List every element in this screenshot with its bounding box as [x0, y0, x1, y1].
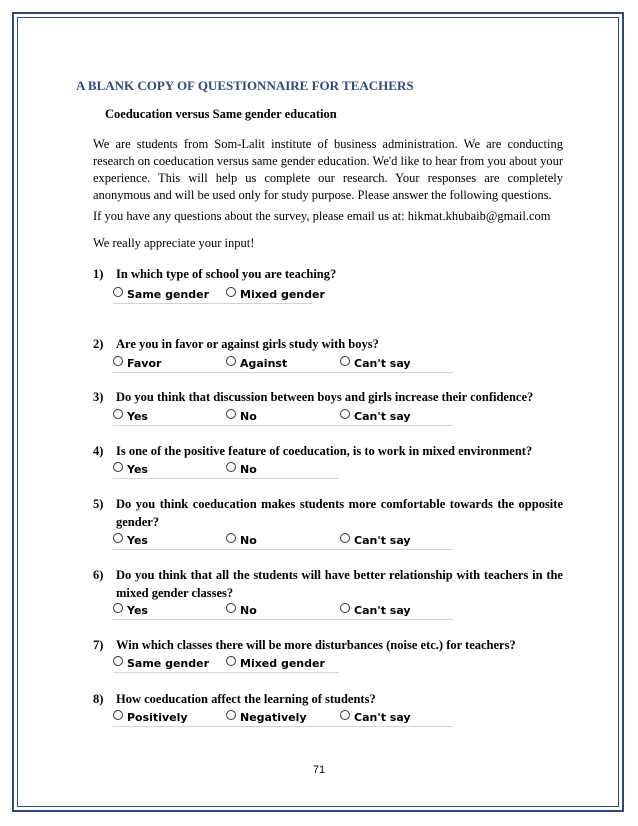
radio-circle-icon[interactable]: [113, 533, 123, 543]
radio-circle-icon[interactable]: [340, 533, 350, 543]
question-text: Are you in favor or against girls study with boys?: [116, 337, 379, 351]
question-text: Do you think that discussion between boys and girls increase their confidence?: [116, 390, 534, 404]
options-question-2: [113, 356, 453, 373]
question-4: [93, 442, 563, 460]
options-question-7: [113, 656, 339, 673]
radio-circle-icon[interactable]: [340, 710, 350, 720]
radio-circle-icon[interactable]: [340, 409, 350, 419]
radio-option[interactable]: Can't say: [340, 533, 411, 547]
radio-circle-icon[interactable]: [113, 287, 123, 297]
intro-paragraph: We are students from Som-Lalit institute of business administration. We are conducting research on coeducation versus same gender education. We'd like to hear from you about your experience. This will help us complete our research. Your responses are completely anonymous and will be used only for study purpose. Please answer the following questions.: [93, 137, 563, 202]
radio-option[interactable]: Can't say: [340, 409, 411, 423]
question-5: [93, 495, 563, 531]
question-text: Is one of the positive feature of coeducation, is to work in mixed environment?: [116, 444, 533, 458]
radio-option[interactable]: Yes: [113, 462, 148, 476]
question-2: [93, 335, 563, 353]
radio-option[interactable]: No: [226, 462, 257, 476]
radio-circle-icon[interactable]: [113, 356, 123, 366]
question-text: In which type of school you are teaching?: [116, 267, 337, 281]
question-number: 1): [93, 267, 104, 281]
question-text: How coeducation affect the learning of students?: [116, 692, 376, 706]
radio-option[interactable]: Yes: [113, 409, 148, 423]
question-number: 8): [93, 692, 104, 706]
radio-circle-icon[interactable]: [226, 533, 236, 543]
question-number: 5): [93, 497, 104, 511]
radio-option[interactable]: Same gender: [113, 287, 209, 301]
contact-line: If you have any questions about the survey, please email us at: hikmat.khubaib@gmail.com: [93, 209, 551, 223]
radio-circle-icon[interactable]: [226, 409, 236, 419]
radio-option[interactable]: No: [226, 533, 257, 547]
radio-option[interactable]: No: [226, 603, 257, 617]
radio-circle-icon[interactable]: [340, 603, 350, 613]
radio-circle-icon[interactable]: [113, 603, 123, 613]
radio-option[interactable]: Against: [226, 356, 287, 370]
question-8: [93, 690, 563, 708]
question-text: Do you think that all the students will have better relationship with teachers in the mixed gender classes?: [116, 568, 563, 600]
options-question-1: [113, 287, 325, 304]
page-number: 71: [312, 764, 326, 776]
options-question-4: [113, 462, 339, 479]
radio-option[interactable]: Yes: [113, 603, 148, 617]
radio-circle-icon[interactable]: [113, 710, 123, 720]
question-text: Win which classes there will be more disturbances (noise etc.) for teachers?: [116, 638, 516, 652]
radio-option[interactable]: Same gender: [113, 656, 209, 670]
question-number: 4): [93, 444, 104, 458]
options-question-6: [113, 603, 453, 620]
radio-circle-icon[interactable]: [113, 462, 123, 472]
appreciation-line: We really appreciate your input!: [93, 236, 255, 250]
radio-circle-icon[interactable]: [226, 462, 236, 472]
radio-circle-icon[interactable]: [340, 356, 350, 366]
radio-option[interactable]: Yes: [113, 533, 148, 547]
question-1: [93, 265, 563, 283]
options-question-5: [113, 533, 453, 550]
question-number: 6): [93, 568, 104, 582]
radio-option[interactable]: Can't say: [340, 356, 411, 370]
question-3: [93, 388, 563, 406]
radio-circle-icon[interactable]: [113, 656, 123, 666]
radio-option[interactable]: Positively: [113, 710, 188, 724]
radio-circle-icon[interactable]: [226, 710, 236, 720]
question-7: [93, 636, 563, 654]
question-6: [93, 566, 563, 602]
question-text: Do you think coeducation makes students more comfortable towards the opposite gender?: [116, 497, 563, 529]
options-question-3: [113, 409, 453, 426]
radio-circle-icon[interactable]: [226, 603, 236, 613]
radio-option[interactable]: Favor: [113, 356, 161, 370]
radio-option[interactable]: Can't say: [340, 710, 411, 724]
options-question-8: [113, 710, 453, 727]
radio-option[interactable]: Can't say: [340, 603, 411, 617]
radio-circle-icon[interactable]: [226, 356, 236, 366]
radio-option[interactable]: Mixed gender: [226, 287, 325, 301]
radio-circle-icon[interactable]: [226, 656, 236, 666]
question-number: 3): [93, 390, 104, 404]
radio-option[interactable]: Mixed gender: [226, 656, 325, 670]
radio-option[interactable]: No: [226, 409, 257, 423]
radio-circle-icon[interactable]: [113, 409, 123, 419]
question-number: 7): [93, 638, 104, 652]
question-number: 2): [93, 337, 104, 351]
radio-circle-icon[interactable]: [226, 287, 236, 297]
page-heading: A BLANK COPY OF QUESTIONNAIRE FOR TEACHERS: [76, 78, 414, 93]
page-subheading: Coeducation versus Same gender education: [105, 107, 337, 121]
radio-option[interactable]: Negatively: [226, 710, 307, 724]
